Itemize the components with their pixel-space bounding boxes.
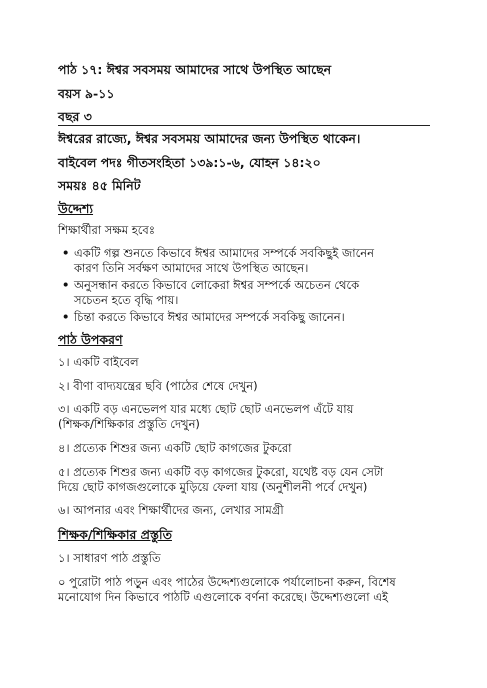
objectives-heading: উদ্দেশ্য: [58, 201, 94, 216]
bullet-icon: •: [62, 310, 70, 324]
materials-heading: পাঠ উপকরণ: [58, 332, 123, 347]
material-item: ৩। একটি বড় এনভেলপ যার মধ্যে ছোট ছোট এনভেলপ এঁটে যায়: [58, 402, 354, 416]
lesson-time: সময়ঃ ৪৫ মিনিট: [58, 178, 141, 193]
material-item: ১। একটি বাইবেল: [58, 355, 139, 369]
age-range: বয়স ৯-১১: [58, 86, 115, 101]
objective-item: • অনুসন্ধান করতে কিভাবে লোকেরা ঈশ্বর সম্পর্কে অচেতন থেকে সচেতন হতে বৃদ্ধি পায়।: [62, 278, 360, 307]
material-item-cont: দিয়ে ছোট কাগজগুলোকে মুড়িয়ে ফেলা যায় (অনুশীলনী পর্বে দেখুন): [58, 480, 368, 494]
preparation-item: ০ পুরোটা পাঠ পড়ুন এবং পাঠের উদ্দেশ্যগুলোকে পর্যালোচনা করুন, বিশেষ: [58, 575, 396, 589]
objective-item: • একটি গল্প শুনতে কিভাবে ঈশ্বর আমাদের সম্পর্কে সবকিছুই জানেন কারণ তিনি সর্বক্ষণ আমাদের সাথে উপস্থিত আছেন।: [62, 246, 374, 275]
year-label: বছর ৩: [58, 109, 92, 124]
bible-passage: বাইবেল পদঃ গীতসংহিতা ১৩৯:১-৬, যোহন ১৪:২০: [58, 155, 321, 170]
objective-item: • চিন্তা করতে কিভাবে ঈশ্বর আমাদের সম্পর্কে সবকিছু জানেন।: [62, 310, 345, 324]
material-item: ৫। প্রত্যেক শিশুর জন্য একটি বড় কাগজের টুকরো, যথেষ্ট বড় যেন সেটা: [58, 465, 384, 479]
divider-line: [58, 125, 430, 126]
lesson-title: পাঠ ১৭: ঈশ্বর সবসময় আমাদের সাথে উপস্থিত আছেন: [58, 62, 332, 77]
material-item: ৪। প্রত্যেক শিশুর জন্য একটি ছোট কাগজের টুকরো: [58, 441, 292, 455]
lesson-summary: ঈশ্বরের রাজ্যে, ঈশ্বর সবসময় আমাদের জন্য উপস্থিত থাকেন।: [58, 131, 361, 146]
material-item: ৬। আপনার এবং শিক্ষার্থীদের জন্য, লেখার সামগ্রী: [58, 503, 284, 517]
preparation-heading: শিক্ষক/শিক্ষিকার প্রস্তুতি: [58, 527, 172, 542]
bullet-icon: •: [62, 246, 70, 260]
preparation-item-cont: মনোযোগ দিন কিভাবে পাঠটি এগুলোকে বর্ণনা করেছে। উদ্দেশ্যগুলো এই: [58, 590, 388, 604]
material-item-cont: (শিক্ষক/শিক্ষিকার প্রস্তুতি দেখুন): [58, 417, 200, 431]
material-item: ২। বীণা বাদ্যযন্ত্রের ছবি (পাঠের শেষে দেখুন): [58, 379, 258, 393]
bullet-icon: •: [62, 278, 70, 292]
objectives-intro: শিক্ষার্থীরা সক্ষম হবেঃ: [58, 223, 155, 237]
preparation-item: ১। সাধারণ পাঠ প্রস্তুতি: [58, 551, 161, 565]
